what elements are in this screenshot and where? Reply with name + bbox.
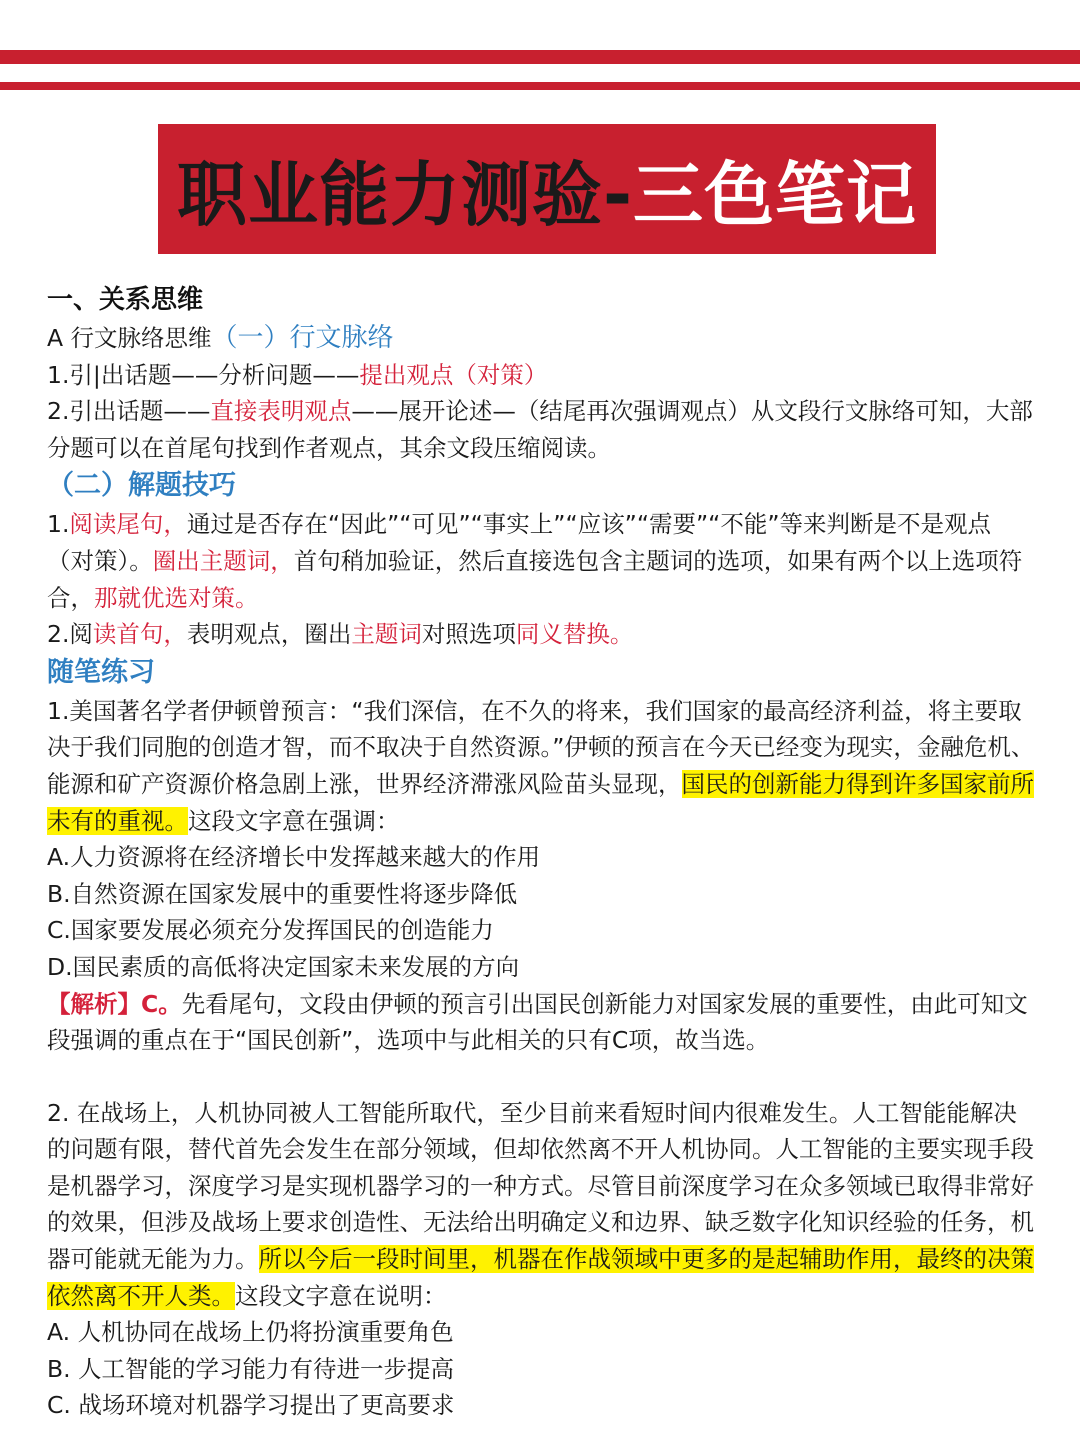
structure-item-2 xyxy=(47,393,1037,466)
top-stripe-thin xyxy=(0,82,1080,90)
practice-heading: 随笔练习 xyxy=(47,656,155,688)
title-part-black: 职业能力测验- xyxy=(176,153,634,236)
structure-item-2-red: 直接表明观点 xyxy=(210,397,352,426)
question-2-option-a: A. 人机协同在战场上仍将扮演重要角色 xyxy=(47,1318,454,1347)
structure-item-1-text: 1.引|出话题——分析问题—— xyxy=(47,360,360,389)
question-2-option-b: B. 人工智能的学习能力有待进一步提高 xyxy=(47,1354,455,1383)
tip-1-red-3: 那就优选对策。 xyxy=(94,583,259,612)
question-2-text: 2. 在战场上，人机协同被人工智能所取代，至少目前来看短时间内很难发生。人工智能能解决的问题有限，替代首先会发生在部分领域，但却依然离不开人机协同。人工智能的主要实现手段是机器学习，深度学习是实现机器学习的一种方式。尽管目前深度学习在众多领域已取得非常好的效果，但涉及战场上要求创造性、无法给出明确定义和边界、缺乏数字化知识经验的任务，机器可能就无能为力。 xyxy=(47,1098,1034,1274)
spacer xyxy=(47,1059,1037,1095)
structure-item-1 xyxy=(47,357,1037,394)
question-1-text: 1.美国著名学者伊顿曾预言：“我们深信，在不久的将来，我们国家的最高经济利益，将主要取决于我们同胞的创造才智，而不取决于自然资源。”伊顿的预言在今天已经变为现实，金融危机、能源和矿产资源价格急剧上涨，世界经济滞涨风险苗头显现， xyxy=(47,696,1035,798)
question-1-option-b: B.自然资源在国家发展中的重要性将逐步降低 xyxy=(47,879,518,908)
question-1-tail: 这段文字意在强调： xyxy=(188,806,400,835)
structure-item-1-red: 提出观点（对策） xyxy=(359,360,548,389)
page-title xyxy=(177,139,917,240)
structure-item-2-text-b: ——展开论述—（结尾再次强调观点）从文段行文脉络可知，大部分题可以在首尾句找到作者观点，其余文段压缩阅读。 xyxy=(47,397,1033,462)
question-2-tail: 这段文字意在说明： xyxy=(235,1281,447,1310)
notes-content xyxy=(47,280,1037,1424)
answer-text: 先看尾句，文段由伊顿的预言引出国民创新能力对国家发展的重要性，由此可知文段强调的重点在于“国民创新”，选项中与此相关的只有C项，故当选。 xyxy=(47,989,1028,1055)
tip-1-red-1: 阅读尾句， xyxy=(69,510,187,539)
tip-2-a: 2.阅 xyxy=(47,620,93,649)
tip-2-c: 对照选项 xyxy=(421,620,516,649)
question-2-stem xyxy=(47,1095,1037,1315)
question-1-option-a: A.人力资源将在经济增长中发挥越来越大的作用 xyxy=(47,843,541,872)
tip-1-a: 1. xyxy=(47,510,70,539)
subheading-a xyxy=(47,320,1037,357)
structure-item-2-text-a: 2.引出话题—— xyxy=(47,397,211,426)
tip-2-red-1: 读首句， xyxy=(92,620,187,649)
tip-2-red-3: 同义替换。 xyxy=(515,620,634,649)
question-1-highlight: 国民的创新能力得到许多国家前所未有的重视。 xyxy=(47,769,1034,835)
question-2-option-c: C. 战场环境对机器学习提出了更高要求 xyxy=(47,1391,455,1420)
answer-label: 【解析】C。 xyxy=(47,989,182,1018)
subheading-a-prefix: A 行文脉络思维 xyxy=(47,324,212,352)
section-heading: 一、关系思维 xyxy=(47,285,204,315)
title-banner xyxy=(158,124,936,254)
tip-2-b: 表明观点，圈出 xyxy=(186,620,352,649)
question-1-stem xyxy=(47,693,1037,839)
subheading-a-blue: （一）行文脉络 xyxy=(211,323,394,353)
top-stripe-thick xyxy=(0,50,1080,64)
subheading-b: （二）解题技巧 xyxy=(47,470,236,502)
tip-1 xyxy=(47,506,1037,616)
question-2-highlight: 所以今后一段时间里，机器在作战领域中更多的是起辅助作用，最终的决策依然离不开人类。 xyxy=(47,1245,1034,1310)
tip-1-c: 首句稍加验证，然后直接选包含主题词的选项，如果有两个以上选项符合， xyxy=(47,546,1023,612)
question-1-option-c: C.国家要发展必须充分发挥国民的创造能力 xyxy=(47,916,494,945)
question-1-option-d: D.国民素质的高低将决定国家未来发展的方向 xyxy=(47,952,520,981)
tip-2 xyxy=(47,616,1037,653)
title-part-white: 三色笔记 xyxy=(633,153,918,236)
tip-2-red-2: 主题词 xyxy=(351,620,422,649)
question-1-answer xyxy=(47,986,1037,1059)
tip-1-b: 通过是否存在“因此”“可见”“事实上”“应该”“需要”“不能”等来判断是不是观点（对策）。 xyxy=(47,510,992,575)
tip-1-red-2: 圈出主题词， xyxy=(152,546,294,575)
